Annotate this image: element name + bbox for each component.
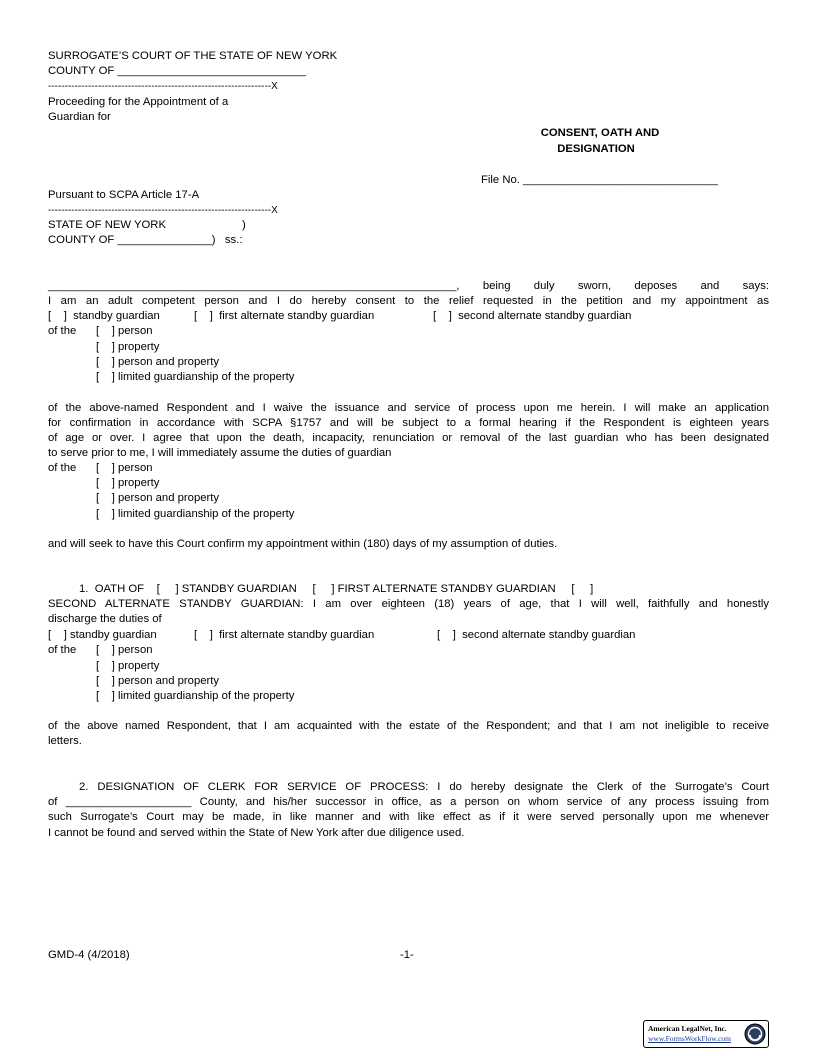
consent-option2-person-property: [ ] person and property: [96, 492, 220, 504]
consent-option-property: [ ] property: [96, 341, 160, 353]
oath-option-limited: [ ] limited guardianship of the property: [96, 690, 295, 702]
document-title-1: CONSENT, OATH AND: [540, 127, 660, 139]
designation-line-4: I cannot be found and served within the State of New York after due diligence used.: [48, 827, 465, 839]
oath-paragraph-line-2: letters.: [48, 735, 82, 747]
proceeding-line-2: Guardian for: [48, 111, 111, 123]
oath-option-person: [ ] person: [96, 644, 153, 656]
oath-option-second-alternate: [ ] second alternate standby guardian: [437, 629, 636, 641]
consent-paragraph-line-1: of the above-named Respondent and I waive the issuance and service of process upon me herein. I will make an application: [48, 402, 769, 414]
page-number: -1-: [400, 949, 414, 961]
confirm-line: and will seek to have this Court confirm my appointment within (180) days of my assumption of duties.: [48, 538, 558, 550]
consent-line-1: I am an adult competent person and I do hereby consent to the relief requested in the petition and my appointment as: [48, 295, 769, 307]
oath-option-first-alternate: [ ] first alternate standby guardian: [194, 629, 375, 641]
oath-line-2: SECOND ALTERNATE STANDBY GUARDIAN: I am over eighteen (18) years of age, that I will well, faithfully and honestly: [48, 598, 769, 610]
pursuant-line: Pursuant to SCPA Article 17-A: [48, 189, 200, 201]
state-line: STATE OF NEW YORK: [48, 219, 166, 231]
oath-of-the: of the: [48, 644, 77, 656]
oath-option-standby: [ ] standby guardian: [48, 629, 157, 641]
consent-option-first-alternate: [ ] first alternate standby guardian: [194, 310, 375, 322]
consent-option2-limited: [ ] limited guardianship of the property: [96, 508, 295, 520]
caption-rule-bottom: -------------------------------------------------------------------X: [48, 205, 278, 216]
publisher-name: American LegalNet, Inc.: [648, 1024, 727, 1033]
consent-option-second-alternate: [ ] second alternate standby guardian: [433, 310, 632, 322]
publisher-logo[interactable]: [643, 1020, 769, 1048]
consent-of-the: of the: [48, 325, 77, 337]
consent-paragraph-line-2: for confirmation in accordance with SCPA §1757 and will be subject to a formal hearing if the Respondent is eighteen years: [48, 417, 769, 429]
oath-line-3: discharge the duties of: [48, 613, 162, 625]
file-number: File No. _______________________________: [481, 174, 718, 186]
caption-rule-top: -------------------------------------------------------------------X: [48, 81, 278, 92]
oath-option-property: [ ] property: [96, 660, 160, 672]
consent-option-limited: [ ] limited guardianship of the property: [96, 371, 295, 383]
document-title-2: DESIGNATION: [557, 143, 635, 155]
county-ss-line: COUNTY OF _______________) ss.:: [48, 234, 243, 246]
publisher-url[interactable]: www.FormsWorkFlow.com: [648, 1034, 732, 1043]
oath-paragraph-line-1: of the above named Respondent, that I am acquainted with the estate of the Respondent; and that I am not ineligible to receive: [48, 720, 769, 732]
globe-icon: [744, 1023, 766, 1045]
designation-line-3: such Surrogate’s Court may be made, in like manner and with like effect as if it were served personally upon me whenever: [48, 811, 769, 823]
designation-line-1: 2. DESIGNATION OF CLERK FOR SERVICE OF PROCESS: I do hereby designate the Clerk of the Surrogate’s Court: [79, 781, 769, 793]
designation-line-2: of ____________________ County, and his/her successor in office, as a person on whom service of any process issuing from: [48, 796, 769, 808]
sworn-line: _________________________________________________________________, being duly sworn, deposes and says:: [48, 280, 769, 292]
consent-paragraph-line-4: to serve prior to me, I will immediately assume the duties of guardian: [48, 447, 392, 459]
proceeding-line-1: Proceeding for the Appointment of a: [48, 96, 229, 108]
county-line: COUNTY OF ______________________________: [48, 65, 306, 77]
state-paren: ): [242, 219, 246, 231]
consent-of-the-2: of the: [48, 462, 77, 474]
consent-option2-person: [ ] person: [96, 462, 153, 474]
consent-option-person-property: [ ] person and property: [96, 356, 220, 368]
form-id: GMD-4 (4/2018): [48, 949, 130, 961]
consent-option2-property: [ ] property: [96, 477, 160, 489]
consent-option-standby: [ ] standby guardian: [48, 310, 160, 322]
consent-option-person: [ ] person: [96, 325, 153, 337]
oath-option-person-property: [ ] person and property: [96, 675, 220, 687]
oath-heading: 1. OATH OF [ ] STANDBY GUARDIAN [ ] FIRST ALTERNATE STANDBY GUARDIAN [ ]: [79, 583, 594, 595]
consent-paragraph-line-3: of age or over. I agree that upon the death, incapacity, renunciation or removal of the last guardian who has been designated: [48, 432, 769, 444]
court-name: SURROGATE’S COURT OF THE STATE OF NEW YORK: [48, 50, 338, 62]
